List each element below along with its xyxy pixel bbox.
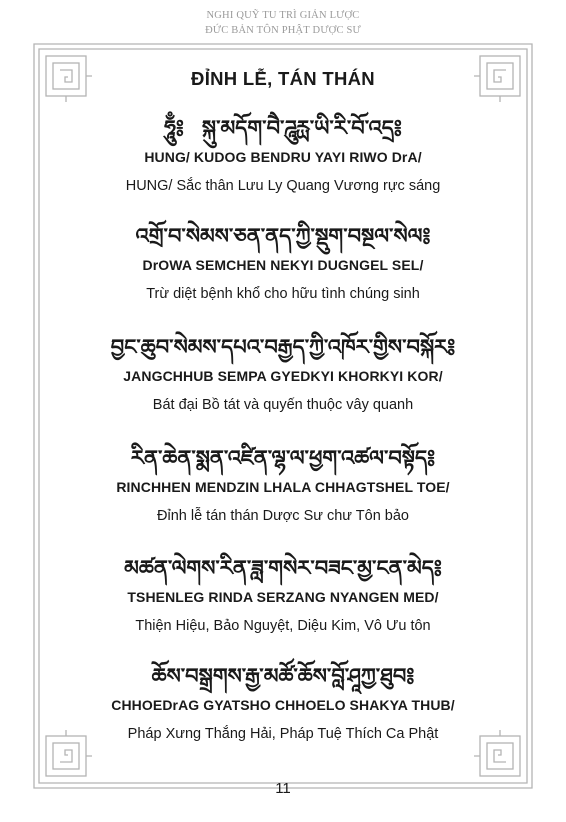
romanized-line: DrOWA SEMCHEN NEKYI DUGNGEL SEL/ — [142, 257, 424, 273]
verse-4 — [0, 445, 566, 525]
romanized-line: CHHOEDrAG GYATSHO CHHOELO SHAKYA THUB/ — [111, 697, 455, 713]
romanized-line: JANGCHHUB SEMPA GYEDKYI KHORKYI KOR/ — [123, 368, 443, 384]
tibetan-line: འགྲོ་བ་སེམས་ཅན་ནད་ཀྱི་སྡུག་བསྔལ་སེལ༔ — [135, 223, 431, 248]
vietnamese-line: Thiện Hiệu, Bảo Nguyệt, Diệu Kim, Vô Ưu tôn — [135, 618, 431, 634]
vietnamese-line: Pháp Xưng Thắng Hải, Pháp Tuệ Thích Ca Phật — [127, 726, 439, 742]
vietnamese-line: HUNG/ Sắc thân Lưu Ly Quang Vương rực sáng — [125, 178, 441, 194]
romanized-line: TSHENLEG RINDA SERZANG NYANGEN MED/ — [127, 589, 439, 605]
verse-6 — [0, 663, 566, 743]
tibetan-line: བྱང་ཆུབ་སེམས་དཔའ་བརྒྱད་ཀྱི་འཁོར་གྱིས་བསྐོར༔ — [110, 334, 456, 359]
vietnamese-line: Bát đại Bồ tát và quyến thuộc vây quanh — [152, 397, 414, 413]
tibetan-line — [0, 115, 566, 141]
vietnamese-line: Trừ diệt bệnh khổ cho hữu tình chúng sinh — [146, 286, 420, 302]
vietnamese-line: Đỉnh lễ tán thán Dược Sư chư Tôn bảo — [157, 508, 409, 524]
romanized-line: RINCHHEN MENDZIN LHALA CHHAGTSHEL TOE/ — [116, 479, 450, 495]
running-header-line2: ĐỨC BẢN TÔN PHẬT DƯỢC SƯ — [205, 25, 361, 36]
verse-5 — [0, 555, 566, 635]
running-header-line1: NGHI QUỸ TU TRÌ GIẢN LƯỢC — [206, 10, 360, 21]
page-number: 11 — [275, 780, 291, 797]
tibetan-line: རིན་ཆེན་སྨན་འཛིན་ལྷ་ལ་ཕྱག་འཚལ་བསྟོད༔ — [130, 445, 436, 470]
seed-syllable: ཧཱུྃ༔ — [164, 115, 184, 140]
verse-1 — [0, 115, 566, 195]
page-title: ĐỈNH LỄ, TÁN THÁN — [191, 68, 375, 89]
tibetan-line: མཚན་ལེགས་རིན་ཟླ་གསེར་བཟང་མྱ་ངན་མེད༔ — [124, 555, 442, 580]
romanized-line: HUNG/ KUDOG BENDRU YAYI RIWO DrA/ — [144, 149, 422, 165]
verse-3 — [0, 334, 566, 414]
verse-2 — [0, 223, 566, 303]
tibetan-line: ཆོས་བསྒྲགས་རྒྱ་མཚོ་ཆོས་བློ་ཤཱཀྱ་ཐུབ༔ — [151, 663, 415, 688]
tibetan-text: སྐུ་མདོག་བཻ་ཌཱུརྻ་ཡི་རི་བོ་འདྲ༔ — [201, 115, 402, 140]
